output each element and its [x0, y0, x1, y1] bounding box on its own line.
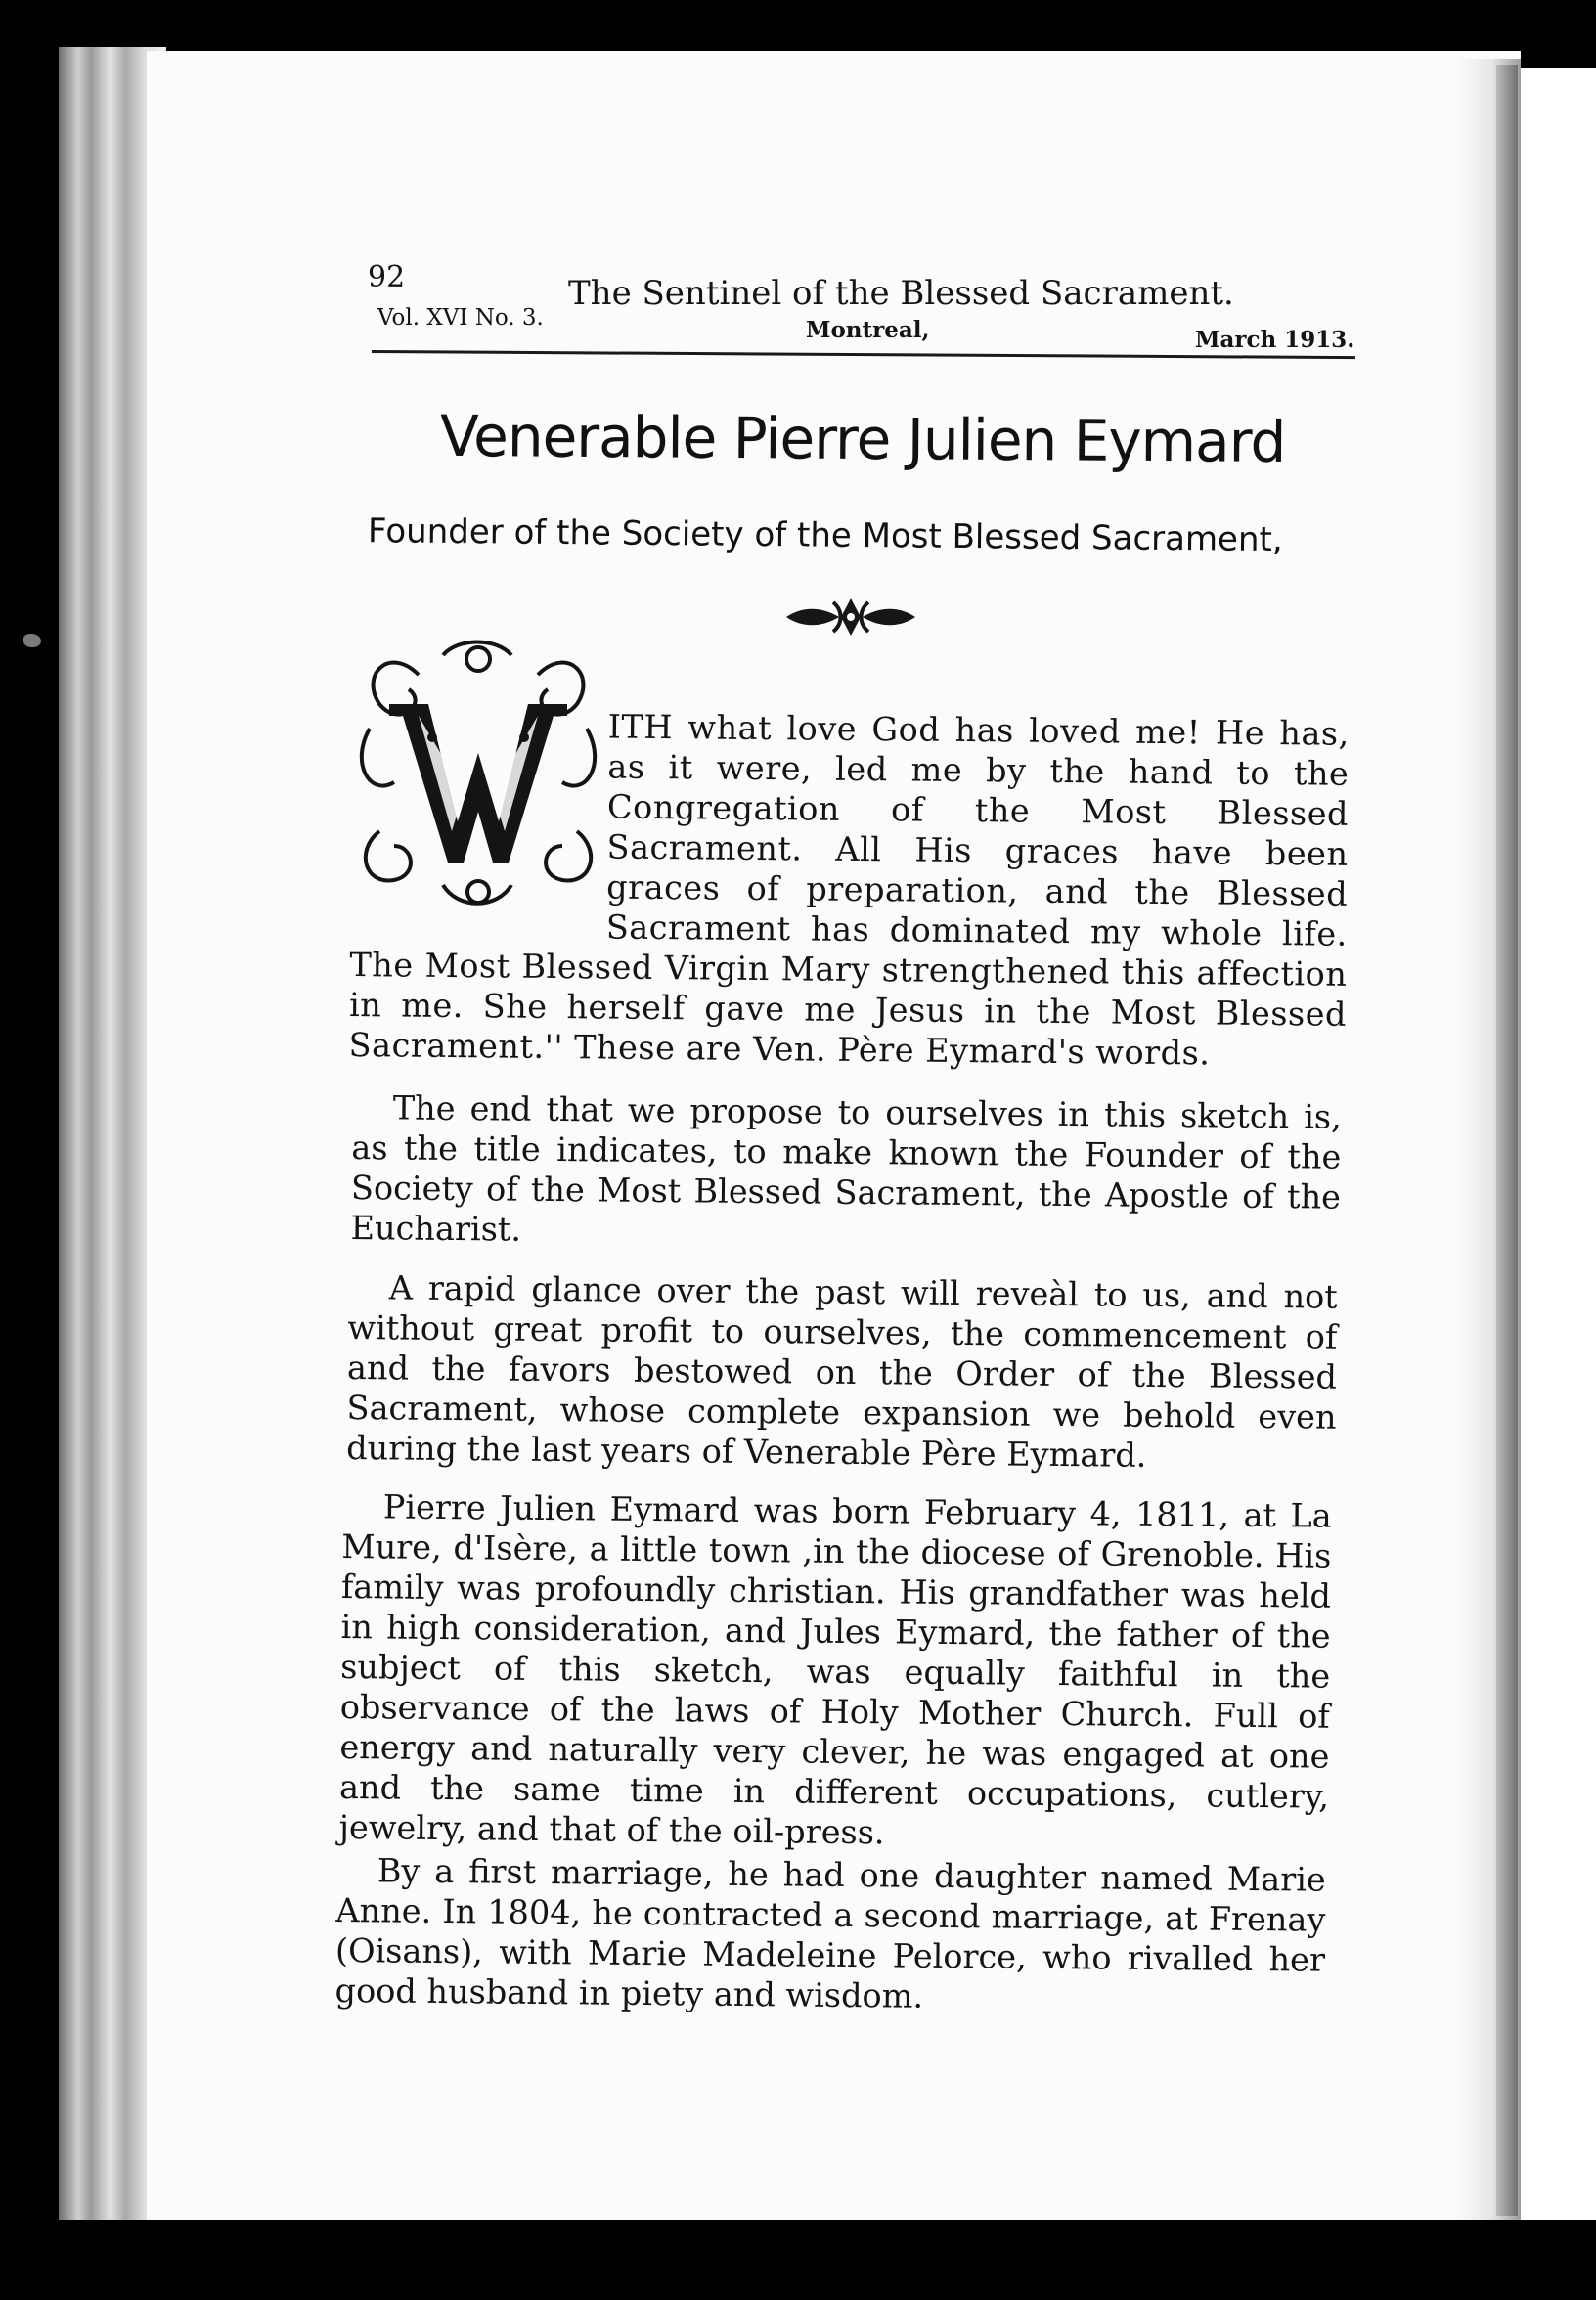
article-title: Venerable Pierre Julien Eymard — [439, 402, 1286, 475]
drop-cap-space — [350, 704, 608, 948]
issue-date: March 1913. — [1195, 327, 1355, 353]
article-paragraph-5: By a first marriage, he had one daughter named Marie Anne. In 1804, he contracted a second marriage, at Frenay (Oisans), with Marie Madeleine Pelorce, who rivalled her good husband in piety and wisdom. — [334, 1851, 1326, 2015]
publication-city: Montreal, — [806, 317, 930, 343]
page-right-edge — [1496, 65, 1518, 2216]
running-head — [368, 254, 1355, 364]
article-paragraph-4: Pierre Julien Eymard was born February 4, 1811, at La Mure, d'Isère, a little town ,in the diocese of Grenoble. His family was profoundly christian. His grandfather was held in high consideration, and Jules Eymard, the father of the subject of this sketch, was equally faithful in the observance of the laws of Holy Mother Church. Full of energy and naturally very clever, he was engaged at one and the same time in different occupations, cutlery, jewelry, and that of the oil-press. — [338, 1487, 1332, 1852]
margin-mark — [23, 634, 41, 647]
article-paragraph-1 — [348, 704, 1349, 1075]
fleuron-ornament-icon — [782, 593, 919, 641]
volume-number: Vol. XVI No. 3. — [377, 305, 544, 331]
article-subtitle: Founder of the Society of the Most Blessed Sacrament, — [367, 511, 1283, 560]
journal-title: The Sentinel of the Blessed Sacrament. — [568, 274, 1234, 313]
page-number: 92 — [368, 260, 406, 294]
article-paragraph-3: A rapid glance over the past will reveàl to us, and not without great profit to ourselves, the commencement of and the favors bestowed on the Order of the Blessed Sacrament, whose complete expansion we behold even during the last years of Venerable Père Eymard. — [346, 1268, 1338, 1475]
next-page-edge — [1518, 68, 1596, 2220]
article-paragraph-2: The end that we propose to ourselves in this sketch is, as the title indicates, to make known the Founder of the Society of the Most Blessed Sacrament, the Apostle of the Eucharist. — [350, 1088, 1342, 1249]
paragraph-1-text: ITH what love God has loved me! He has, as it were, led me by the hand to the Congregation of the Most Blessed Sacrament. All His graces have been graces of preparation, and the Blessed Sacrament has dominated my whole life. The Most Blessed Virgin Mary strengthened this affection in me. She herself gave me Jesus in the Most Blessed Sacrament.'' These are Ven. Père Eymard's words. — [348, 707, 1350, 1073]
